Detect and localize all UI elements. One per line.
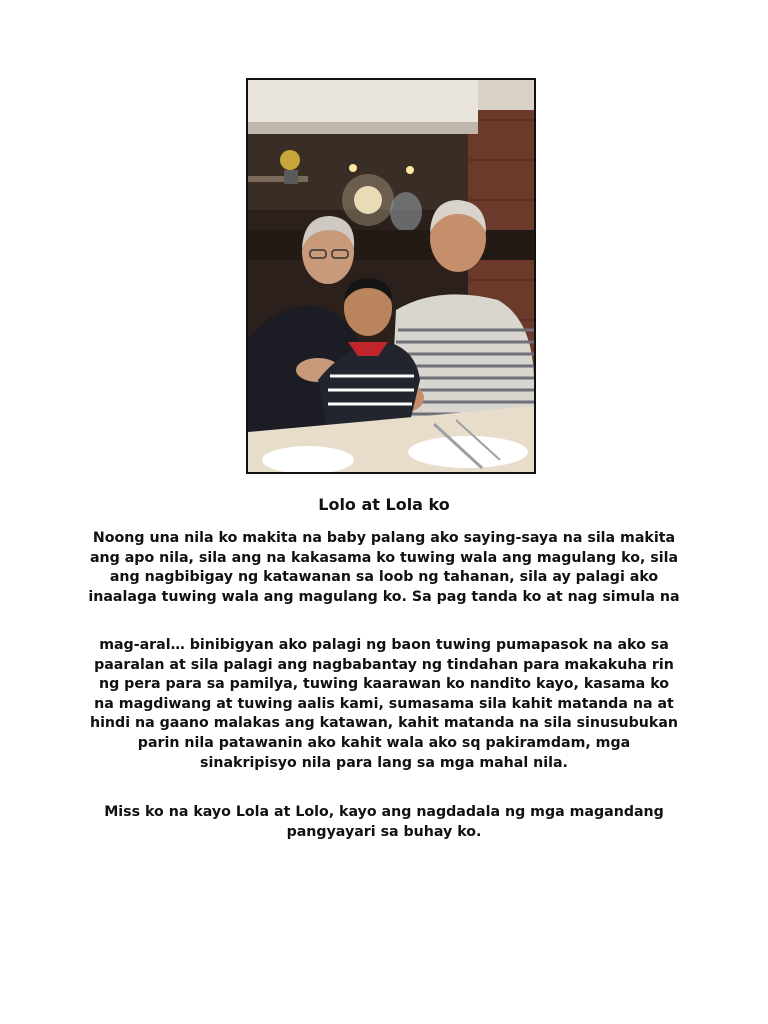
document-title: Lolo at Lola ko xyxy=(318,495,450,514)
paragraph-1: Noong una nila ko makita na baby palang ako saying-saya na sila makita ang apo nila, sila ang na kakasama ko tuwing wala ang magulang ko, sila ang nagbibigay ng katawanan sa loob ng tahanan, sila ay palagi ako inaalaga tuwing wala ang magulang ko. Sa pag tanda ko at nag simula na xyxy=(88,530,680,605)
family-photo-illustration xyxy=(248,80,534,472)
paragraph-2: mag-aral… binibigyan ako palagi ng baon tuwing pumapasok na ako sa paaralan at sila palagi ang nagbabantay ng tindahan para makakuha rin ng pera para sa pamilya, tuwing kaarawan ko nandito kayo, kasama ko na magdiwang at tuwing aalis kami, sumasama sila kahit matanda na at hindi na gaano malakas ang katawan, kahit matanda na sila sinusubukan parin nila patawanin ako kahit wala ako sq pakiramdam, mga sinakripisyo nila para lang sa mga mahal nila. xyxy=(89,637,679,771)
family-photo xyxy=(246,78,536,474)
paragraph-3: Miss ko na kayo Lola at Lolo, kayo ang nagdadala ng mga magandang pangyayari sa buhay ko. xyxy=(104,804,664,840)
